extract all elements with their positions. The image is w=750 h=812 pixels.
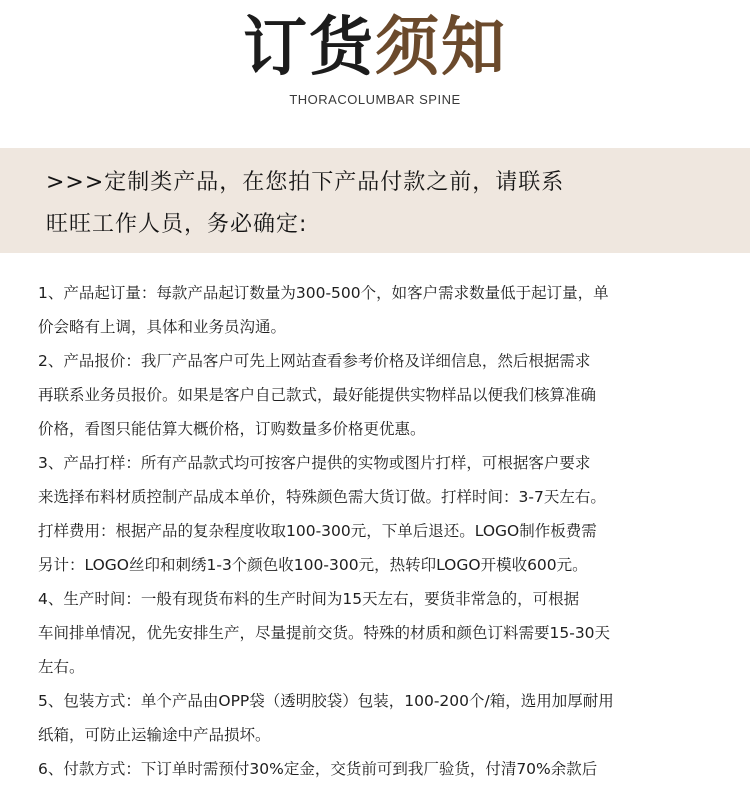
terms-line: 5、包装方式：单个产品由OPP袋（透明胶袋）包装，100-200个/箱，选用加厚耐用	[38, 692, 614, 710]
terms-line: 价会略有上调，具体和业务员沟通。	[38, 318, 287, 336]
terms-line: 纸箱，可防止运输途中产品损坏。	[38, 726, 271, 744]
terms-line: 1、产品起订量：每款产品起订数量为300-500个，如客户需求数量低于起订量，单	[38, 284, 609, 302]
terms-line: 另计：LOGO丝印和刺绣1-3个颜色收100-300元，热转印LOGO开模收600元。	[38, 556, 588, 574]
custom-order-notice	[0, 148, 750, 253]
terms-line: 来选择布料材质控制产品成本单价，特殊颜色需大货订做。打样时间：3-7天左右。	[38, 488, 606, 506]
terms-line: 2、产品报价：我厂产品客户可先上网站查看参考价格及详细信息，然后根据需求	[38, 352, 591, 370]
page-title	[0, 8, 750, 88]
terms-line: 价格，看图只能估算大概价格，订购数量多价格更优惠。	[38, 420, 426, 438]
terms-line: 4、生产时间：一般有现货布料的生产时间为15天左右，要货非常急的，可根据	[38, 590, 580, 608]
notice-line-2: 旺旺工作人员，务必确定:	[46, 212, 308, 237]
page-subtitle: THORACOLUMBAR SPINE	[289, 92, 461, 107]
title-part-ordering: 订货	[243, 10, 375, 85]
terms-line: 打样费用：根据产品的复杂程度收取100-300元，下单后退还。LOGO制作板费需	[38, 522, 597, 540]
terms-line: 再联系业务员报价。如果是客户自己款式，最好能提供实物样品以便我们核算准确	[38, 386, 597, 404]
title-part-notice: 须知	[375, 10, 507, 85]
order-terms	[38, 276, 718, 786]
terms-line: 车间排单情况，优先安排生产，尽量提前交货。特殊的材质和颜色订料需要15-30天	[38, 624, 611, 642]
notice-line-1: >>>定制类产品，在您拍下产品付款之前，请联系	[46, 170, 565, 195]
header	[0, 0, 750, 148]
terms-line: 左右。	[38, 658, 85, 676]
terms-line: 3、产品打样：所有产品款式均可按客户提供的实物或图片打样，可根据客户要求	[38, 454, 591, 472]
terms-line: 6、付款方式：下订单时需预付30%定金，交货前可到我厂验货，付清70%余款后	[38, 760, 598, 778]
